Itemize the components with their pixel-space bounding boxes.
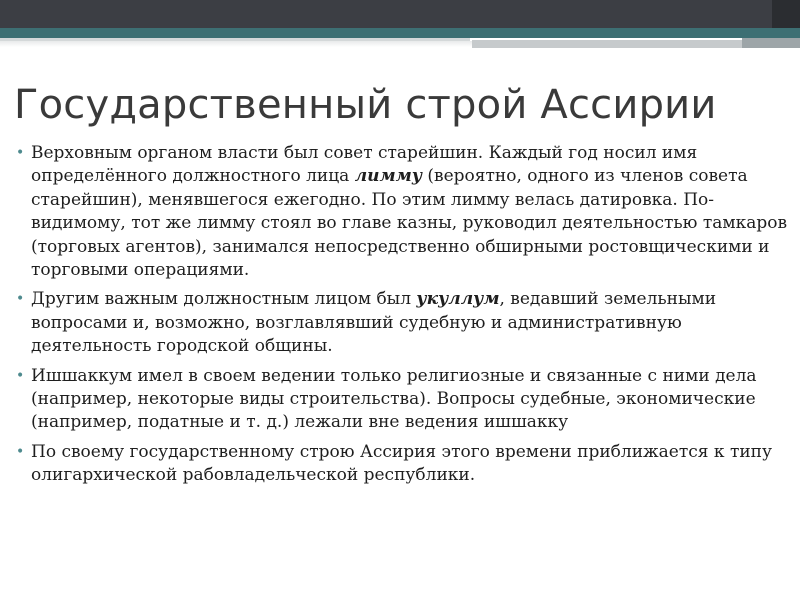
bullet-text <box>31 442 772 485</box>
bullet-item <box>16 365 788 435</box>
text-run: , ведавший земельными вопросами и, возможно, возглавлявший судебную и административную деятельность городской общины. <box>31 289 717 357</box>
header-band-gray <box>472 40 742 48</box>
bullet-icon: • <box>16 367 25 384</box>
bullet-icon: • <box>16 291 25 308</box>
header-band-light <box>0 38 470 41</box>
header-band-gray-right <box>742 38 800 48</box>
term-ukullum: укуллум <box>416 289 500 310</box>
text-run: Ишшаккум имел в своем ведении только религиозные и связанные с ними дела (например, некоторые виды строительства). Вопросы судебные, экономические (например, податные и т. д.) лежали вне ведения ишшакку <box>31 365 757 433</box>
bullet-text <box>31 143 787 280</box>
header-band-dark <box>0 0 800 28</box>
term-limmu: лимму <box>354 166 422 187</box>
bullet-icon: • <box>16 145 25 161</box>
text-run: (вероятно, одного из членов совета старейшин), менявшегося ежегодно. По этим лимму велась датировка. По-видимому, тот же лимму стоял во главе казны, руководил деятельностью тамкаров (торговых агентов), занимался непосредственно обширными ростовщическими и торговыми операциями. <box>31 166 788 281</box>
bullet-item <box>16 142 788 282</box>
bullet-text <box>31 366 757 433</box>
text-run: Другим важным должностным лицом был <box>31 289 417 310</box>
bullet-text <box>31 289 716 356</box>
bullet-item <box>16 441 788 488</box>
bullet-icon: • <box>16 443 25 460</box>
header-band-teal <box>0 28 800 38</box>
slide-title: Государственный строй Ассирии <box>14 82 717 128</box>
text-run: Верховным органом власти был совет старейшин. Каждый год носил имя определённого должностного лица <box>31 143 698 187</box>
bullet-item <box>16 288 788 358</box>
bullet-list <box>16 142 788 494</box>
text-run: По своему государственному строю Ассирия этого времени приближается к типу олигархической рабовладельческой республики. <box>31 441 773 486</box>
header-corner-block <box>772 0 800 28</box>
